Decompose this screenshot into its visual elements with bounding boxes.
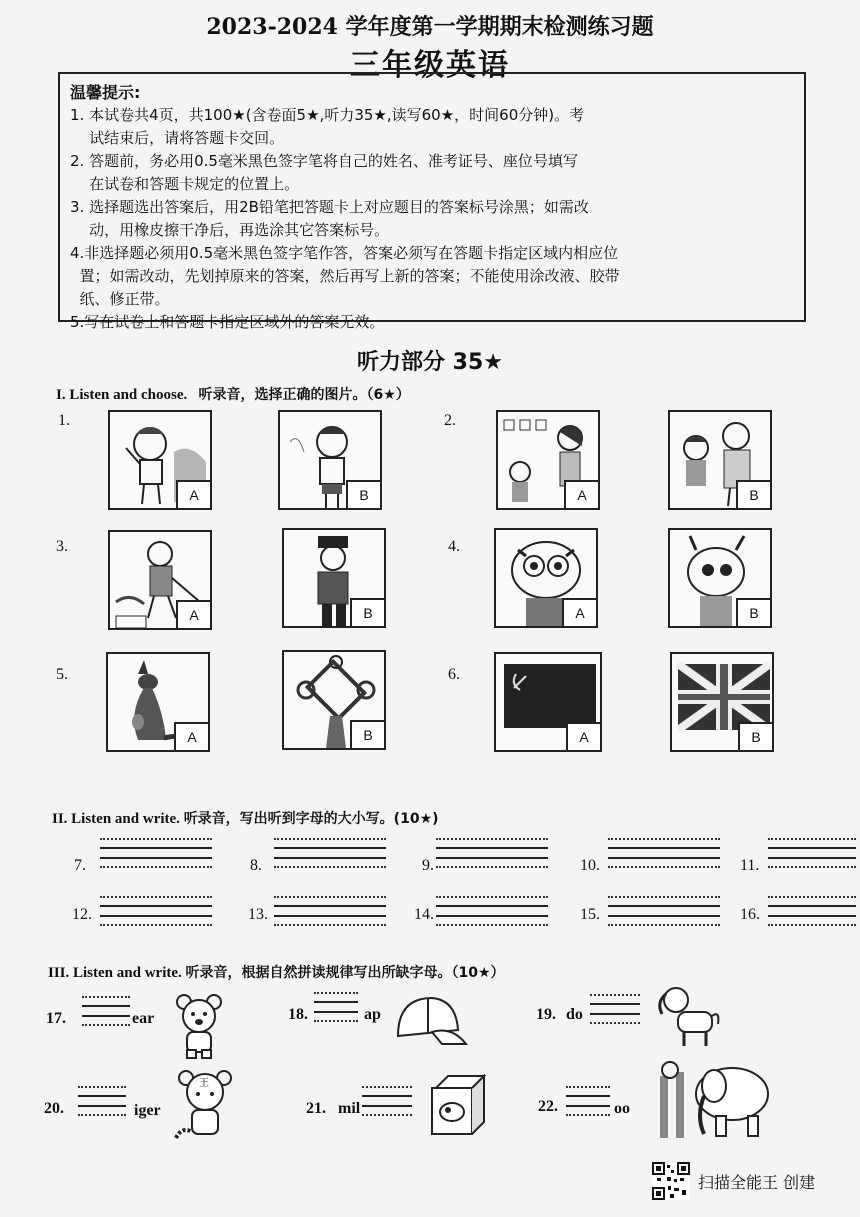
part3-heading — [48, 962, 505, 982]
question-number: 3. — [56, 538, 68, 555]
zoo-elephant-icon — [656, 1056, 776, 1146]
milk-carton-icon — [428, 1072, 492, 1142]
option-b-box: B — [350, 598, 386, 628]
writing-lines[interactable] — [362, 1086, 412, 1116]
qr-code-icon — [652, 1162, 690, 1204]
question-number: 9. — [422, 857, 434, 874]
option-a-box: A — [176, 480, 212, 510]
word-suffix: iger — [134, 1102, 161, 1119]
question-number: 6. — [448, 666, 460, 683]
tiger-cartoon-icon[interactable] — [494, 528, 598, 628]
writing-lines[interactable] — [566, 1086, 610, 1116]
scanner-watermark: 扫描全能王 创建 — [698, 1173, 816, 1192]
writing-lines[interactable] — [436, 896, 548, 926]
writing-lines[interactable] — [590, 994, 640, 1024]
option-b-box: B — [738, 722, 774, 752]
part3-heading-cn: 听录音，根据自然拼读规律写出所缺字母。（10★） — [185, 965, 505, 981]
dog-icon — [654, 984, 724, 1054]
deer-cartoon-icon[interactable] — [668, 528, 772, 628]
question-number: 8. — [250, 857, 262, 874]
option-a-box: A — [566, 722, 602, 752]
notice-item: 3. 选择题选出答案后，用2B铅笔把答题卡上对应题目的答案标号涂黑；如需改 — [70, 198, 589, 216]
question-number: 14. — [414, 906, 434, 923]
word-suffix: ap — [364, 1006, 381, 1023]
word-suffix: ear — [132, 1010, 155, 1027]
question-number: 2. — [444, 412, 456, 429]
writing-lines[interactable] — [768, 838, 856, 868]
part2-heading — [52, 808, 439, 828]
tiger-icon — [172, 1066, 242, 1148]
cap-icon — [392, 992, 468, 1052]
teacher-and-pig-icon[interactable] — [496, 410, 600, 510]
svg-text:王: 王 — [199, 1078, 209, 1089]
bear-icon — [174, 992, 224, 1064]
part1-heading — [56, 384, 410, 404]
notice-item: 1. 本试卷共4页，共100★(含卷面5★,听力35★,读写60★，时间60分钟)。考 — [70, 106, 585, 124]
question-number: 16. — [740, 906, 760, 923]
writing-lines[interactable] — [82, 996, 130, 1026]
writing-lines[interactable] — [100, 838, 212, 868]
notice-item: 5.写在试卷上和答题卡指定区域外的答案无效。 — [70, 313, 385, 331]
notice-box — [58, 72, 806, 331]
notice-title: 温馨提示: — [70, 83, 141, 102]
listening-section-title: 听力部分 35★ — [357, 350, 503, 375]
notice-item: 动，用橡皮擦干净后，再选涂其它答案标号。 — [70, 221, 390, 239]
option-a-box: A — [564, 480, 600, 510]
question-number: 18. — [288, 1006, 308, 1023]
writing-lines[interactable] — [436, 838, 548, 868]
question-number: 13. — [248, 906, 268, 923]
question-number: 12. — [72, 906, 92, 923]
question-number: 11. — [740, 857, 760, 874]
boy-waving-icon[interactable] — [108, 410, 212, 510]
question-number: 4. — [448, 538, 460, 555]
writing-lines[interactable] — [768, 896, 856, 926]
boy-and-grandpa-icon[interactable] — [668, 410, 772, 510]
subject-title: 三年级英语 — [350, 48, 510, 83]
option-b-box: B — [346, 480, 382, 510]
notice-item: 在试卷和答题卡规定的位置上。 — [70, 175, 300, 193]
question-number: 20. — [44, 1100, 64, 1117]
gardener-icon[interactable] — [108, 530, 212, 630]
question-number: 15. — [580, 906, 600, 923]
question-number: 7. — [74, 857, 86, 874]
part2-heading-en: II. Listen and write. — [52, 811, 180, 827]
question-number: 21. — [306, 1100, 326, 1117]
question-number: 5. — [56, 666, 68, 683]
policeman-icon[interactable] — [282, 528, 386, 628]
question-number: 19. — [536, 1006, 556, 1023]
word-prefix: do — [566, 1006, 583, 1023]
writing-lines[interactable] — [78, 1086, 126, 1116]
writing-lines[interactable] — [274, 896, 386, 926]
notice-item: 纸、修正带。 — [70, 290, 170, 308]
flag-hammer-sickle-icon[interactable] — [494, 652, 602, 752]
word-suffix: oo — [614, 1100, 630, 1117]
notice-item: 2. 答题前，务必用0.5毫米黑色签字笔将自己的姓名、准考证号、座位号填写 — [70, 152, 578, 170]
writing-lines[interactable] — [100, 896, 212, 926]
chinese-knot-icon[interactable] — [282, 650, 386, 750]
part2-heading-cn: 听录音，写出听到字母的大小写。(10★) — [183, 811, 439, 827]
question-number: 22. — [538, 1098, 558, 1115]
option-b-box: B — [350, 720, 386, 750]
boy-standing-icon[interactable] — [278, 410, 382, 510]
question-number: 1. — [58, 412, 70, 429]
option-b-box: B — [736, 598, 772, 628]
option-a-box: A — [176, 600, 212, 630]
exam-title: 2023-2024 学年度第一学期期末检测练习题 — [206, 14, 654, 40]
question-number: 10. — [580, 857, 600, 874]
kangaroo-icon[interactable] — [106, 652, 210, 752]
writing-lines[interactable] — [608, 896, 720, 926]
writing-lines[interactable] — [314, 992, 358, 1022]
notice-item: 4.非选择题必须用0.5毫米黑色签字笔作答，答案必须写在答题卡指定区域内相应位 — [70, 244, 619, 262]
question-number: 17. — [46, 1010, 66, 1027]
part3-heading-en: III. Listen and write. — [48, 965, 182, 981]
part1-heading-cn: 听录音，选择正确的图片。（6★） — [198, 387, 410, 403]
option-a-box: A — [174, 722, 210, 752]
option-b-box: B — [736, 480, 772, 510]
word-prefix: mil — [338, 1100, 361, 1117]
option-a-box: A — [562, 598, 598, 628]
union-jack-flag-icon[interactable] — [670, 652, 774, 752]
writing-lines[interactable] — [608, 838, 720, 868]
notice-item: 置；如需改动，先划掉原来的答案，然后再写上新的答案；不能使用涂改液、胶带 — [70, 267, 620, 285]
writing-lines[interactable] — [274, 838, 386, 868]
part1-heading-en: I. Listen and choose. — [56, 387, 188, 403]
notice-item: 试结束后，请将答题卡交回。 — [70, 129, 285, 147]
